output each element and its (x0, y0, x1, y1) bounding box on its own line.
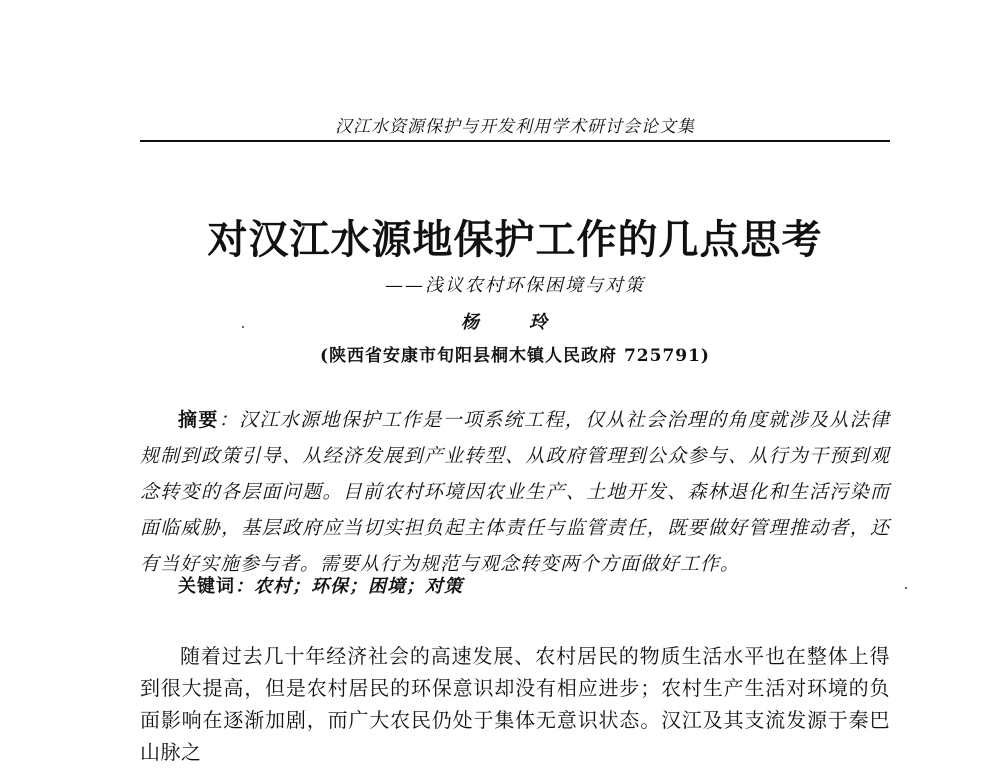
author-affiliation: (陕西省安康市旬阳县桐木镇人民政府 725791) (320, 346, 710, 366)
abstract-label: 摘要 (178, 409, 219, 431)
header-rule (140, 140, 890, 142)
body-paragraph: 随着过去几十年经济社会的高速发展、农村居民的物质生活水平也在整体上得到很大提高，但是农村居民的环保意识却没有相应进步；农村生产生活对环境的负面影响在逐渐加剧，而广大农民仍处于集体无意识状态。汉江及其支流发源于秦巴山脉之 (140, 644, 890, 764)
running-header: 汉江水资源保护与开发利用学术研讨会论文集 (335, 117, 695, 137)
keywords-label: 关键词 (178, 576, 235, 597)
scan-speck (242, 326, 244, 328)
abstract (140, 402, 890, 582)
abstract-text: ：汉江水源地保护工作是一项系统工程，仅从社会治理的角度就涉及从法律规制到政策引导、从经济发展到产业转型、从政府管理到公众参与、从行为干预到观念转变的各层面问题。目前农村环境因农业生产、土地开发、森林退化和生活污染而面临威胁，基层政府应当切实担负起主体责任与监管责任，既要做好管理推动者，还有当好实施参与者。需要从行为规范与观念转变两个方面做好工作。 (140, 409, 890, 575)
paper-title: 对汉江水源地保护工作的几点思考 (207, 216, 823, 263)
paper-subtitle: ——浅议农村环保困境与对策 (385, 275, 645, 296)
keywords (178, 572, 890, 602)
author-name: 杨 玲 (460, 312, 570, 333)
scan-speck (905, 587, 907, 589)
keywords-values: ：农村；环保；困境；对策 (235, 576, 463, 597)
